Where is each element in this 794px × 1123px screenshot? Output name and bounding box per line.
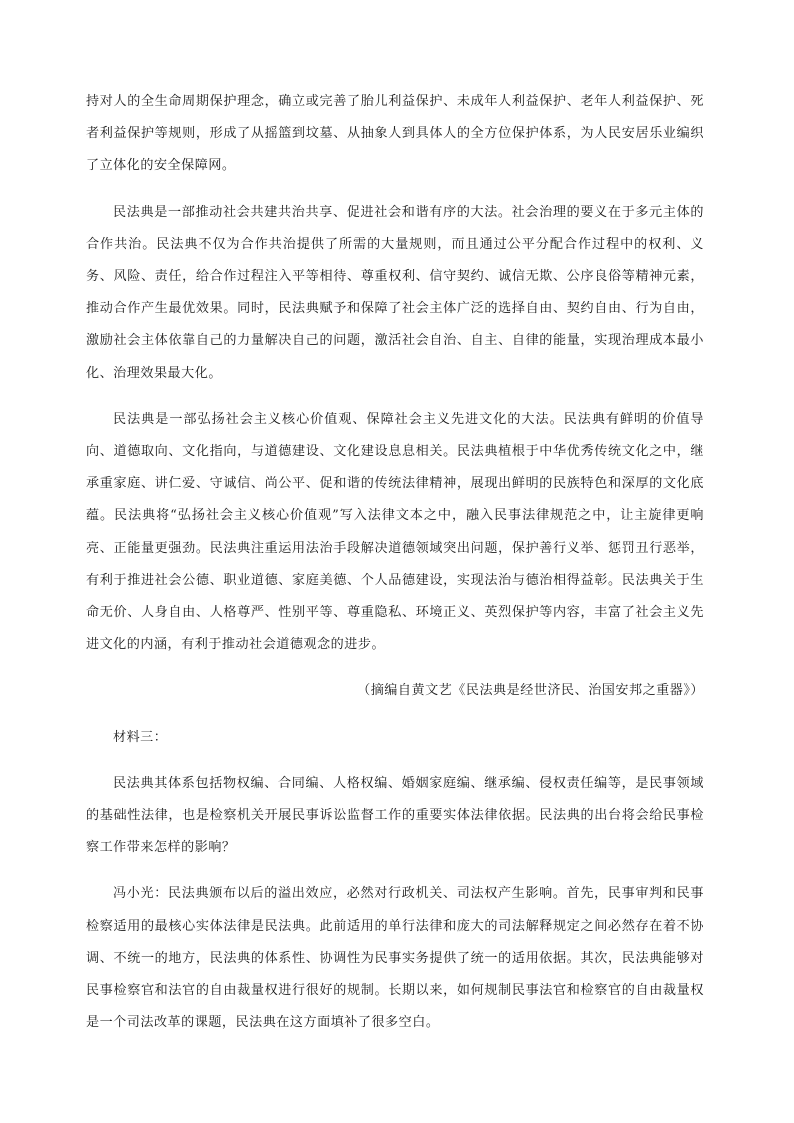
paragraph-protection-system: 持对人的全生命周期保护理念，确立或完善了胎儿利益保护、未成年人利益保护、老年人利益保护、死者利益保护等规则，形成了从摇篮到坟墓、从抽象人到具体人的全方位保护体系，为人民安居乐业编织了立体化的安全保障网。 xyxy=(86,94,704,174)
source-citation: （摘编自黄文艺《民法典是经世济民、治国安邦之重器》） xyxy=(357,683,704,699)
paragraph-interview-answer: 冯小光：民法典颁布以后的溢出效应，必然对行政机关、司法权产生影响。首先，民事审判和民事检察适用的最核心实体法律是民法典。此前适用的单行法律和庞大的司法解释规定之间必然存在着不协调、不统一的地方，民法典的体系性、协调性为民事实务提供了统一的适用依据。其次，民法典能够对民事检察官和法官的自由裁量权进行很好的规制。长期以来，如何规制民事法官和检察官的自由裁量权是一个司法改革的课题，民法典在这方面填补了很多空白。 xyxy=(86,886,704,1031)
paragraph-core-values-culture: 民法典是一部弘扬社会主义核心价值观、保障社会主义先进文化的大法。民法典有鲜明的价值导向、道德取向、文化指向，与道德建设、文化建设息息相关。民法典植根于中华优秀传统文化之中，继承重家庭、讲仁爱、守诚信、尚公平、促和谐的传统法律精神，展现出鲜明的民族特色和深厚的文化底蕴。民法典将“弘扬社会主义核心价值观”写入法律文本之中，融入民事法律规范之中，让主旋律更响亮、正能量更强劲。民法典注重运用法治手段解决道德领域突出问题，保护善行义举、惩罚丑行恶举，有利于推进社会公德、职业道德、家庭美德、个人品德建设，实现法治与德治相得益彰。民法典关于生命无价、人身自由、人格尊严、性别平等、尊重隐私、环境正义、英烈保护等内容，丰富了社会主义先进文化的内涵，有利于推动社会道德观念的进步。 xyxy=(86,411,704,653)
paragraph-interview-question: 民法典其体系包括物权编、合同编、人格权编、婚姻家庭编、继承编、侵权责任编等，是民事领域的基础性法律，也是检察机关开展民事诉讼监督工作的重要实体法律依据。民法典的出台将会给民事检察工作带来怎样的影响？ xyxy=(86,775,704,856)
paragraph-social-governance: 民法典是一部推动社会共建共治共享、促进社会和谐有序的大法。社会治理的要义在于多元主体的合作共治。民法典不仅为合作共治提供了所需的大量规则，而且通过公平分配合作过程中的权利、义务、风险、责任，给合作过程注入平等相待、尊重权利、信守契约、诚信无欺、公序良俗等精神元素，推动合作产生最优效果。同时，民法典赋予和保障了社会主体广泛的选择自由、契约自由、行为自由，激励社会主体依靠自己的力量解决自己的问题，激活社会自治、自主、自律的能量，实现治理成本最小化、治理效果最大化。 xyxy=(86,204,704,381)
material-three-label: 材料三： xyxy=(113,729,168,745)
